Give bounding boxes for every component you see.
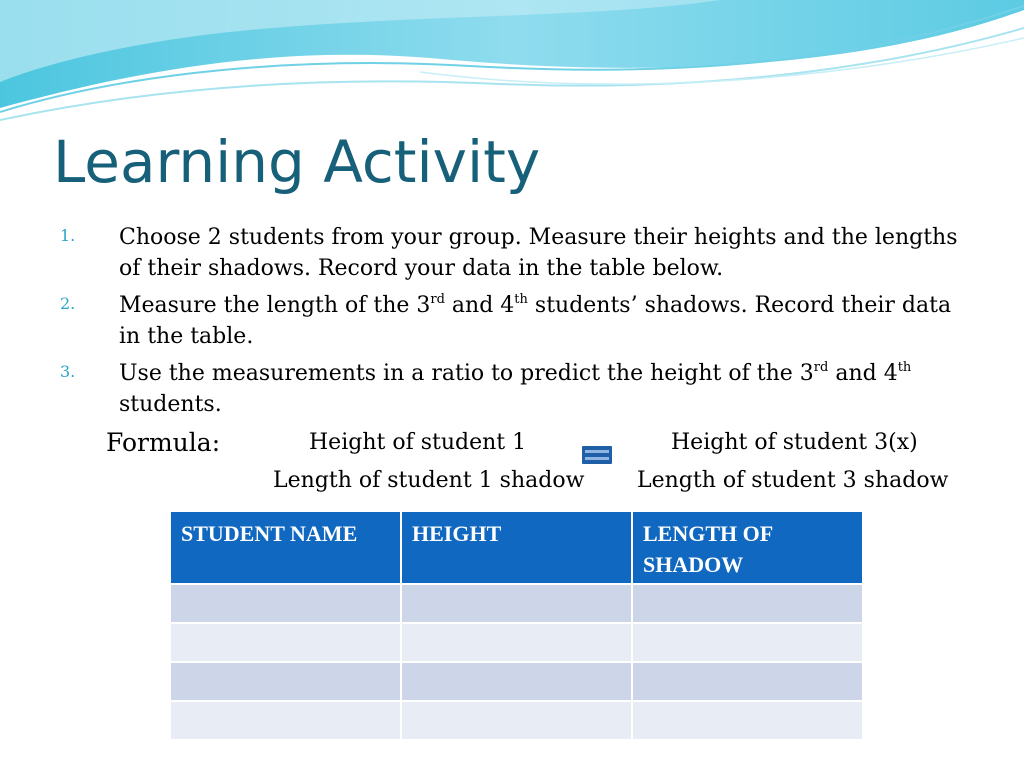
instruction-list xyxy=(0,222,1024,426)
text-run: Measure the length of the 3 xyxy=(119,293,431,318)
superscript: th xyxy=(514,292,528,307)
table-row xyxy=(170,623,863,662)
superscript: rd xyxy=(813,360,829,375)
table-cell xyxy=(401,662,632,701)
table-cell xyxy=(170,662,401,701)
column-header-length-of-shadow: LENGTH OF SHADOW xyxy=(632,511,863,584)
table-cell xyxy=(170,701,401,740)
table-row xyxy=(170,701,863,740)
table-cell xyxy=(401,584,632,623)
list-number: 1. xyxy=(60,226,76,245)
text-run: and 4 xyxy=(828,361,898,386)
table-row xyxy=(170,662,863,701)
table-cell xyxy=(632,662,863,701)
table-cell xyxy=(401,623,632,662)
list-text xyxy=(119,290,979,352)
text-run: Use the measurements in a ratio to predict the height of the 3 xyxy=(119,361,814,386)
table-row xyxy=(170,584,863,623)
table-cell xyxy=(401,701,632,740)
superscript: th xyxy=(897,360,912,375)
table-cell xyxy=(632,584,863,623)
list-text: Choose 2 students from your group. Measure their heights and the lengths of their shadows. Record your data in the table below. xyxy=(119,225,958,281)
list-item xyxy=(0,358,1024,420)
formula-left-denominator: Length of student 1 shadow xyxy=(273,468,585,493)
text-run: students. xyxy=(119,392,222,417)
slide-title: Learning Activity xyxy=(53,128,541,196)
table-cell xyxy=(170,623,401,662)
formula-left-numerator: Height of student 1 xyxy=(309,430,527,455)
equals-icon xyxy=(582,446,612,464)
list-item xyxy=(0,222,1024,284)
column-header-student-name: STUDENT NAME xyxy=(170,511,401,584)
column-header-height: HEIGHT xyxy=(401,511,632,584)
table-header-row xyxy=(170,511,863,584)
text-run: students’ shadows. Record their data in the table. xyxy=(119,293,952,349)
wave-header-decoration xyxy=(0,0,1024,140)
list-number: 3. xyxy=(60,362,76,381)
list-item xyxy=(0,290,1024,352)
formula-label: Formula: xyxy=(106,428,221,457)
superscript: rd xyxy=(430,292,445,307)
text-run: and 4 xyxy=(444,293,515,318)
table-cell xyxy=(170,584,401,623)
formula-right-numerator: Height of student 3(x) xyxy=(671,430,918,455)
list-text xyxy=(119,358,979,420)
table-cell xyxy=(632,623,863,662)
table-cell xyxy=(632,701,863,740)
list-number: 2. xyxy=(60,294,76,313)
data-table xyxy=(169,510,864,741)
formula-right-denominator: Length of student 3 shadow xyxy=(637,468,949,493)
